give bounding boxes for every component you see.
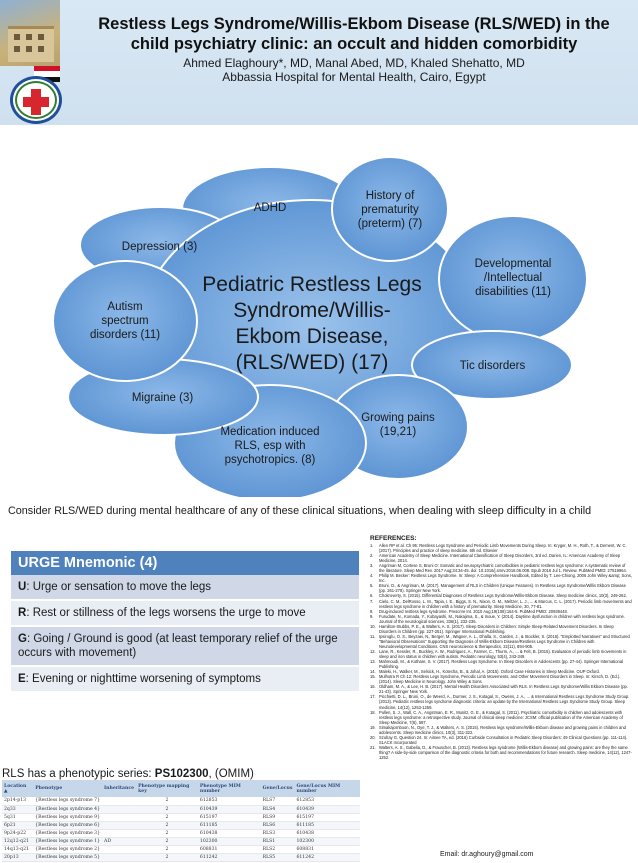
phenotypic-series: RLS has a phenotypic series: PS102300, (OMIM) — [2, 768, 254, 780]
omim-cell: RLS7 — [261, 797, 295, 805]
list-item: 8. Drug-induced restless legs syndrome. Prescrire Int. 2010 Aug;19(108):164-5. PubMed PMID: 20939448. — [370, 608, 568, 614]
table-row — [2, 821, 360, 829]
urge-row-g: G: Going / Ground is good (at least temporary relief of the urge occurs with movement) — [11, 627, 359, 667]
table-row — [2, 853, 360, 861]
omim-cell: {Restless legs syndrome 9} — [35, 814, 101, 820]
table-row — [2, 805, 360, 813]
list-item: 14. Maleki, H., Walker, M., Selsick, H., Kotecha, B., & Johal, A. (2015). Oxford Case Histories in Sleep Medicine. OUP Oxford. — [370, 669, 600, 675]
omim-cell: {Restless legs syndrome 6} — [35, 822, 101, 828]
reference-list — [370, 543, 632, 760]
comorbidity-diagram — [0, 125, 638, 497]
omim-cell: 2 — [136, 845, 198, 853]
omim-cell: RLS2 — [261, 845, 295, 853]
list-item: 1. Allen RP et al. Ch 95: Restless Legs Syndrome and Periodic Limb Movements During Sleep. In: Kryger, M. H., Roth, T., & Dement, W. C. (2017). Principles and practice of sleep medicine. 6th ed. Elsevier — [370, 543, 627, 554]
omim-cell: {Restless legs syndrome 2} — [35, 846, 101, 852]
list-item: 15. Mulhotra R Ch 12: Restless Legs Syndrome, Periodic Limb Movements, and Other Movement Disorders in Sleep. In: Kirsch, D. (Ed.). (2014). Sleep Medicine in Neurology. John Wiley & Sons. — [370, 674, 621, 685]
omim-cell: {Restless legs syndrome 5} — [35, 854, 101, 860]
list-item: 5. Bruni, O., & Angriman, M. (2017). Management of RLS in Children (Unique Features). In Restless Legs Syndrome/Willis Ekbom Disease (pp. 261-278). Springer New York. — [370, 583, 626, 594]
affiliation: Abbassia Hospital for Mental Health, Cairo, Egypt — [222, 70, 486, 84]
center-label: Pediatric Restless Legs Syndrome/Willis- Ekbom Disease, (RLS/WED) (17) — [202, 273, 422, 374]
bubble-label-3: Tic disorders — [459, 360, 526, 372]
omim-cell: 2 — [136, 853, 198, 861]
urge-mnemonic-table — [11, 551, 359, 693]
omim-cell: RLS4 — [261, 805, 295, 813]
omim-cell: RLS1 — [261, 837, 295, 845]
urge-row-u: U: Urge or sensation to move the legs — [11, 575, 359, 601]
omim-header-3: Phenotype mapping key — [136, 780, 198, 797]
table-row — [2, 829, 360, 837]
omim-cell: 611185 — [294, 821, 360, 829]
contact-email: Email: dr.aghoury@gmail.com — [440, 851, 534, 858]
list-item: 2. American Academy of Sleep Medicine. International Classification of Sleep Disorders, 3rd ed. Darien, IL: American Academy of Sleep Medicine, 2014. — [370, 553, 621, 564]
urge-row-e: E: Evening or nighttime worsening of symptoms — [11, 667, 359, 693]
omim-cell — [102, 829, 136, 837]
omim-cell: 610439 — [294, 805, 360, 813]
authors: Ahmed Elaghoury*, MD, Manal Abed, MD, Khaled Shehatto, MD — [183, 56, 525, 70]
omim-cell: RLS9 — [261, 813, 295, 821]
bubble-label-2: Developmental /Intellectual disabilities (11) — [474, 258, 552, 298]
omim-cell: 2 — [136, 829, 198, 837]
bubble-label-5: Medication induced RLS, esp with psychotropics. (8) — [220, 426, 320, 466]
omim-cell — [102, 797, 136, 805]
hospital-photo — [0, 0, 60, 66]
poster-title: Restless Legs Syndrome/Willis-Ekbom Disease (RLS/WED) in the child psychiatry clinic: an occult and hidden comorbidity — [98, 15, 610, 53]
omim-cell: {Restless legs syndrome 3} — [35, 830, 101, 836]
omim-cell: {Restless legs syndrome 1} — [35, 838, 101, 844]
omim-cell — [102, 813, 136, 821]
omim-cell: 610438 — [198, 829, 261, 837]
list-item: 13. Mahmoudi, M., & Kothare, S. V. (2017). Restless Legs Syndrome. In Sleep Disorders in Adolescents (pp. 27-44). Springer International Publishing. — [370, 659, 624, 670]
list-item: 7. Cielo, C. M., DelRosso, L. M., Tapia, I. E., Biggs, S. N., Nixon, G. M., Meltzer, L. J., ... & Marcus, C. L. (2017). Periodic limb movements and restless legs syndrome in children with a history of prematurity. Sleep Medicine, 30, 77-81. — [370, 598, 632, 609]
omim-cell — [102, 845, 136, 853]
bubble-label-4: Growing pains (19,21) — [361, 412, 435, 438]
omim-cell: 608831 — [198, 845, 261, 853]
omim-cell: RLS6 — [261, 821, 295, 829]
urge-title: URGE Mnemonic (4) — [11, 551, 359, 575]
omim-cell: 12q12-q21 — [2, 837, 33, 845]
table-row — [2, 797, 360, 805]
bubble-label-8: Depression (3) — [121, 241, 198, 253]
table-row — [2, 845, 360, 853]
list-item: 12. Lane, R., Kessler, R., Buckley, A. W., Rodriguez, A., Farmer, C., Thurm, A., ... & Felt, B. (2015). Evaluation of periodic limb movements in sleep and iron status in children with autism. Pediatric neurology, 53(4), 343-349. — [370, 648, 627, 660]
omim-cell: 612853 — [294, 797, 360, 805]
omim-cell: 2 — [136, 837, 198, 845]
omim-table — [2, 780, 360, 862]
omim-cell — [102, 805, 136, 813]
poster-header — [0, 0, 638, 125]
bubble-label-7: Autism spectrum disorders (11) — [89, 301, 161, 341]
omim-header-5: Gene/Locus — [261, 780, 295, 797]
omim-cell: 610439 — [198, 805, 261, 813]
list-item: 21. Walters, A. S., Gabelia, D., & Frauscher, B. (2013). Restless legs syndrome (Willis-Ekbom disease) and growing pains: are they the same thing? A side-by-side comparison of the diagnostic criteria for both and recommendations for future research. Sleep medicine, 14(12), 1247-1252. — [370, 744, 632, 760]
omim-header-6: Gene/Locus MIM number — [294, 780, 360, 797]
omim-cell: 611242 — [294, 853, 360, 861]
omim-cell: 6p21 — [2, 821, 33, 829]
list-item: 16. Oldham, M. A., & Lee, H. B. (2017). Mental Health Disorders Associated with RLS. In Restless Legs Syndrome/Willis Ekbom Disease (pp. 21-43). Springer New York. — [370, 684, 628, 695]
omim-cell: 608831 — [294, 845, 360, 853]
omim-cell: {Restless legs syndrome 4} — [35, 806, 101, 812]
list-item: 18. Pullen, S. J., Wall, C. A., Angstman, E. R., Munitz, G. E., & Kotagal, S. (2011). Psychiatric comorbidity in children and adolescents with restless legs syndrome: a retrospective study. Journal of clinical sleep medicine: JCSM: official publication of the American Academy of Sleep Medicine, 7(6), 587. — [370, 709, 623, 725]
list-item: 9. Furudate, N., Komada, Y., Kobayashi, M., Nakajima, S., & Inoue, Y. (2014). Daytime dysfunction in children with restless legs syndrome. Journal of the neurological sciences, 336(1), 232-236. — [370, 613, 625, 624]
omim-header-4: Phenotype MIM number — [198, 780, 261, 797]
ministry-logo-icon — [10, 76, 62, 124]
omim-cell: 2p14-p13 — [2, 797, 33, 805]
omim-cell: RLS3 — [261, 829, 295, 837]
table-row — [2, 837, 360, 845]
omim-cell: 2 — [136, 797, 198, 805]
omim-header-0[interactable]: Location ▲ — [2, 780, 33, 797]
list-item: 19. Simakajornboon, N., Dye, T. J., & Walters, A. S. (2015). Restless legs syndrome/Willis-Ekbom disease and growing pains in children and adolescents. Sleep medicine clinics, 10(3), 311-322. — [370, 724, 626, 735]
list-item: 17. Picchietti, D. L., Bruni, O., de Weerd, A., Durmer, J. S., Kotagal, S., Owens, J. A., ... & International Restless Legs Syndrome Study Group. (2013). Pediatric restless legs syndrome diagnostic criteria: an update by the International Restless Legs Syndrome Study Group. Sleep medicine, 14(12), 1253-1259. — [370, 694, 630, 710]
omim-cell: {Restless legs syndrome 7} — [35, 798, 101, 804]
omim-cell: 615197 — [294, 813, 360, 821]
omim-cell: 102300 — [294, 837, 360, 845]
omim-cell: RLS5 — [261, 853, 295, 861]
omim-cell: 611185 — [198, 821, 261, 829]
omim-cell — [102, 821, 136, 829]
table-row — [2, 813, 360, 821]
omim-cell: 611242 — [198, 853, 261, 861]
bubble-label-0: ADHD — [253, 202, 287, 214]
omim-cell: 610438 — [294, 829, 360, 837]
list-item: 11. Ipsiroglu, O. S., Beyzaei, N., Berger, M., Wagner, A. L., Dhalla, S., Garden, J., & Stockler, S. (2016). "Emplotted Narratives" and Structured "Behavioral Observations" Supporting the Diagnosis of Willis-Ekbom Disease/Restless Legs Syndrome in Children with Neurodevelopmental Conditions. CNS neuroscience & therapeutics, 22(11), 894-905. — [370, 633, 630, 649]
omim-cell: 615197 — [198, 813, 261, 821]
omim-cell: 2 — [136, 805, 198, 813]
omim-cell: AD — [102, 837, 136, 845]
list-item: 4. Philip M. Becker: Restless Legs Syndrome. In: Sleep: A Comprehensive Handbook, Edited by T. Lee-Chiong. 2006 John Wiley &amp; Sons, Inc. — [370, 573, 632, 584]
urge-row-r: R: Rest or stillness of the legs worsens the urge to move — [11, 601, 359, 627]
omim-cell: 102300 — [198, 837, 261, 845]
bubble-label-6: Migraine (3) — [131, 392, 194, 404]
omim-cell: 2q33 — [2, 805, 33, 813]
omim-cell: 14q13-q21 — [2, 845, 33, 853]
references — [370, 534, 632, 760]
list-item: 3. Angriman M, Cortese S, Bruni O: Somatic and neuropsychiatric comorbidities in pediatric restless legs syndrome: A systematic review of the literature. Sleep Med Rev. 2017 Aug;34:34-45. doi: 10.1016/j.smrv.2016.06.008. Epub 2016 Jul 1. Review. PubMed PMID: 27519964. — [370, 563, 627, 574]
omim-cell: 5q31 — [2, 813, 33, 821]
omim-header-2: Inheritance — [102, 780, 136, 797]
omim-cell: 9p24-p22 — [2, 829, 33, 837]
bubble-label-1: History of prematurity (preterm) (7) — [357, 190, 423, 230]
omim-cell: 2 — [136, 813, 198, 821]
list-item: 6. Chokroverty, S. (2015). Differential Diagnoses of Restless Legs Syndrome/Willis-Ekbom Disease. Sleep medicine clinics, 10(3), 249-262. — [370, 593, 627, 599]
omim-cell: 612853 — [198, 797, 261, 805]
omim-cell: 2 — [136, 821, 198, 829]
list-item: 10. Hamilton-Stubbs, P. E., & Walters, A. S. (2017). Sleep Disorders in Children: Simple Sleep-Related Movement Disorders. In Sleep Disorders in Children (pp. 227-251). Springer International Publishing. — [370, 623, 614, 634]
list-item: 20. Szuhay G. Question 24. In: Aimee TA, ed. (2016) Curbside Consultation in Pediatric Sleep Disorders: 49 Clinical Questions (pp. 111-114). SLACK Incorporated — [370, 734, 628, 745]
omim-cell: 20p13 — [2, 853, 33, 861]
omim-header-1: Phenotype — [33, 780, 102, 797]
omim-cell — [102, 853, 136, 861]
references-title: REFERENCES: — [370, 535, 417, 542]
consider-text: Consider RLS/WED during mental healthcare of any of these clinical situations, when dealing with sleep difficulty in a child — [8, 505, 592, 517]
